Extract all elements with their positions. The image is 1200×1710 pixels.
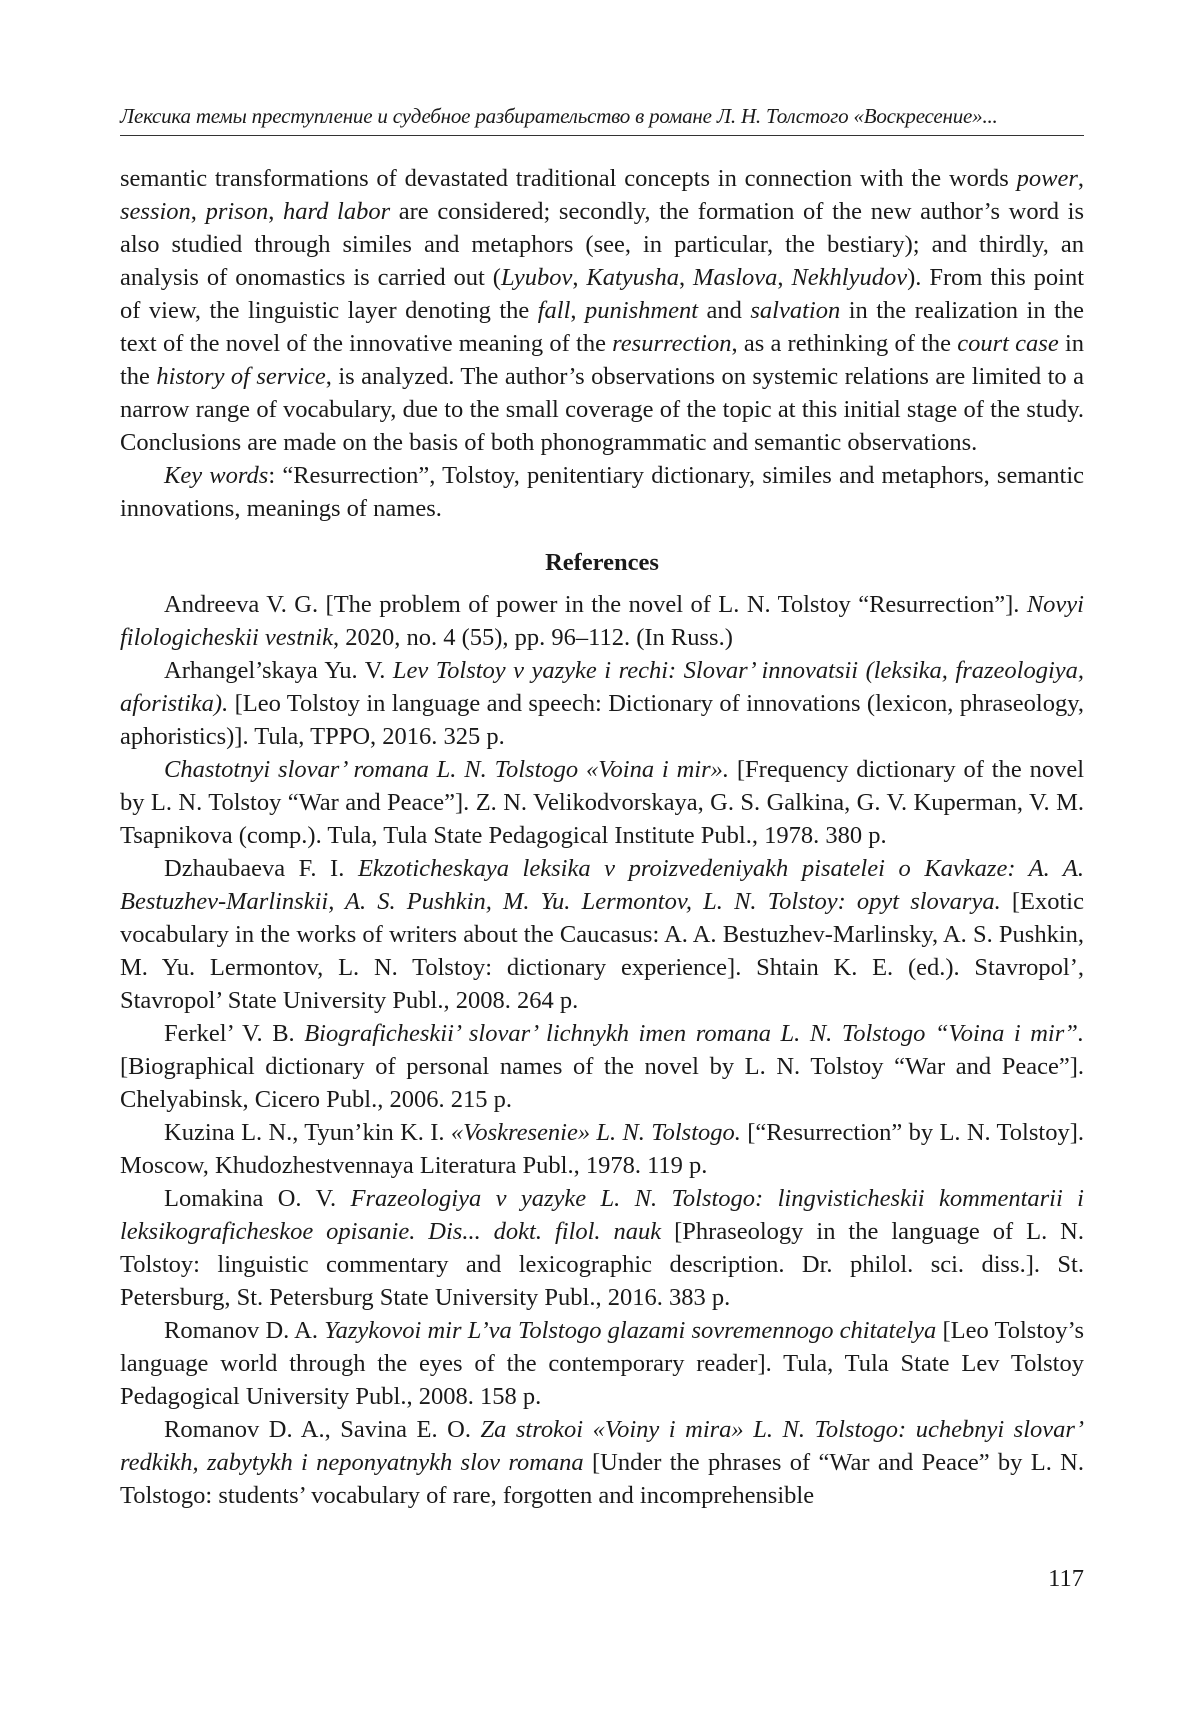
references-heading: References [545, 549, 659, 576]
page-number: 117 [1048, 1565, 1084, 1592]
reference-entry: Chastotnyi slovar’ romana L. N. Tolstogo «Voina i mir». [Frequency dictionary of the novel by L. N. Tolstoy “War and Peace”]. Z. N. Velikodvorskaya, G. S. Galkina, G. V. Kuperman, V. M. Tsapnikova (comp.). Tula, Tula State Pedagogical Institute Publ., 1978. 380 p. [120, 756, 1084, 849]
keywords-text: : “Resurrection”, Tolstoy, penitentiary dictionary, similes and metaphors, semantic innovations, meanings of names. [120, 462, 1085, 522]
reference-entry: Kuzina L. N., Tyun’kin K. I. «Voskresenie» L. N. Tolstogo. [“Resurrection” by L. N. Tolstoy]. Moscow, Khudozhestvennaya Literatura Publ., 1978. 119 p. [120, 1119, 1084, 1179]
reference-entry: Andreeva V. G. [The problem of power in the novel of L. N. Tolstoy “Resurrection”]. Novyi filologicheskii vestnik, 2020, no. 4 (55), pp. 96–112. (In Russ.) [120, 591, 1084, 651]
keywords-paragraph [120, 459, 1084, 525]
running-header: Лексика темы преступление и судебное разбирательство в романе Л. Н. Толстого «Воскресение»... [120, 104, 998, 128]
keywords-label: Key words [164, 462, 269, 489]
reference-entry: Lomakina O. V. Frazeologiya v yazyke L. N. Tolstogo: lingvisticheskii kommentarii i leksikograficheskoe opisanie. Dis... dokt. filol. nauk [Phraseology in the language of L. N. Tolstoy: linguistic commentary and lexicographic description. Dr. philol. sci. diss.]. St. Petersburg, St. Petersburg State University Publ., 2016. 383 p. [120, 1185, 1084, 1311]
reference-entry: Dzhaubaeva F. I. Ekzoticheskaya leksika v proizvedeniyakh pisatelei o Kavkaze: A. A. Bestuzhev-Marlinskii, A. S. Pushkin, M. Yu. Lermontov, L. N. Tolstoy: opyt slovarya. [Exotic vocabulary in the works of writers about the Caucasus: A. A. Bestuzhev-Marlinsky, A. S. Pushkin, M. Yu. Lermontov, L. N. Tolstoy: dictionary experience]. Shtain K. E. (ed.). Stavropol’, Stavropol’ State University Publ., 2008. 264 p. [120, 855, 1084, 1014]
header-divider [120, 135, 1084, 136]
abstract-paragraph: semantic transformations of devastated traditional concepts in connection with the words power, session, prison, hard labor are considered; secondly, the formation of the new author’s word is also studied through similes and metaphors (see, in particular, the bestiary); and thirdly, an analysis of onomastics is carried out (Lyubov, Katyusha, Maslova, Nekhlyudov). From this point of view, the linguistic layer denoting the fall, punishment and salvation in the realization in the text of the novel of the innovative meaning of the resurrection, as a rethinking of the court case in the history of service, is analyzed. The author’s observations on systemic relations are limited to a narrow range of vocabulary, due to the small coverage of the topic at this initial stage of the study. Conclusions are made on the basis of both phonogrammatic and semantic observations. [120, 165, 1085, 456]
reference-entry: Ferkel’ V. B. Biograficheskii’ slovar’ lichnykh imen romana L. N. Tolstogo “Voina i mir”. [Biographical dictionary of personal names of the novel by L. N. Tolstoy “War and Peace”]. Chelyabinsk, Cicero Publ., 2006. 215 p. [120, 1020, 1084, 1113]
reference-entry: Romanov D. A., Savina E. O. Za strokoi «Voiny i mira» L. N. Tolstogo: uchebnyi slovar’ redkikh, zabytykh i neponyatnykh slov romana [Under the phrases of “War and Peace” by L. N. Tolstogo: students’ vocabulary of rare, forgotten and incomprehensible [120, 1416, 1084, 1509]
reference-entry: Romanov D. A. Yazykovoi mir L’va Tolstogo glazami sovremennogo chitatelya [Leo Tolstoy’s language world through the eyes of the contemporary reader]. Tula, Tula State Lev Tolstoy Pedagogical University Publ., 2008. 158 p. [120, 1317, 1084, 1410]
page-body [120, 162, 1084, 1512]
references-list [120, 588, 1084, 1512]
reference-entry: Arhangel’skaya Yu. V. Lev Tolstoy v yazyke i rechi: Slovar’ innovatsii (leksika, frazeologiya, aforistika). [Leo Tolstoy in language and speech: Dictionary of innovations (lexicon, phraseology, aphoristics)]. Tula, TPPO, 2016. 325 p. [120, 657, 1084, 750]
